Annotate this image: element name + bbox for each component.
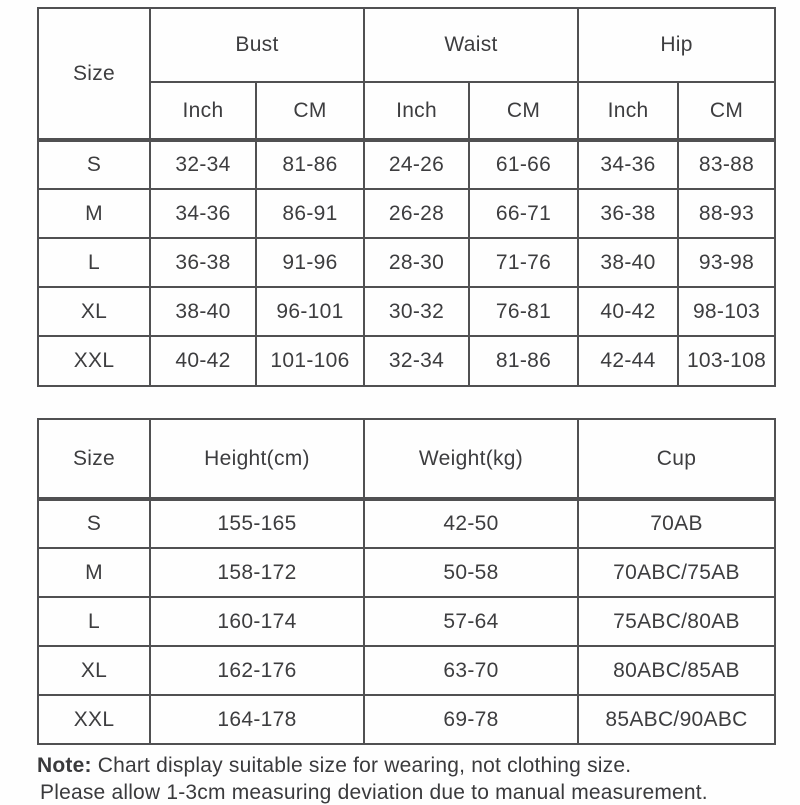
table-cell: 38-40	[150, 287, 256, 336]
size-label: M	[38, 189, 150, 238]
table-row-xxl	[38, 695, 775, 744]
weight-header: Weight(kg)	[364, 419, 578, 499]
table-cell: 86-91	[256, 189, 364, 238]
waist-inch-header: Inch	[364, 82, 469, 140]
table-cell: 162-176	[150, 646, 364, 695]
hip-inch-header: Inch	[578, 82, 678, 140]
note-line-2: Please allow 1-3cm measuring deviation due to manual measurement.	[40, 781, 708, 804]
table-cell: 61-66	[469, 140, 578, 189]
table-cell: 38-40	[578, 238, 678, 287]
table-cell: 81-86	[256, 140, 364, 189]
table-cell: 155-165	[150, 499, 364, 548]
size-label: S	[38, 140, 150, 189]
table-cell: 101-106	[256, 336, 364, 386]
hip-group-header: Hip	[578, 8, 775, 82]
bust-cm-header: CM	[256, 82, 364, 140]
table-cell: 88-93	[678, 189, 775, 238]
table-cell: 26-28	[364, 189, 469, 238]
table-cell: 32-34	[150, 140, 256, 189]
table-cell: 80ABC/85AB	[578, 646, 775, 695]
size-header: Size	[38, 419, 150, 499]
table-cell: 83-88	[678, 140, 775, 189]
size-label: XXL	[38, 695, 150, 744]
table-cell: 160-174	[150, 597, 364, 646]
group-header-row	[38, 8, 775, 82]
table-cell: 36-38	[578, 189, 678, 238]
table-cell: 69-78	[364, 695, 578, 744]
table-cell: 96-101	[256, 287, 364, 336]
table-row-xl	[38, 287, 775, 336]
size-label: L	[38, 238, 150, 287]
bust-inch-header: Inch	[150, 82, 256, 140]
table-cell: 40-42	[150, 336, 256, 386]
table-cell: 75ABC/80AB	[578, 597, 775, 646]
size-label: XL	[38, 287, 150, 336]
table-row-m	[38, 548, 775, 597]
table-cell: 93-98	[678, 238, 775, 287]
table-row-m	[38, 189, 775, 238]
table-cell: 71-76	[469, 238, 578, 287]
note-label: Note:	[37, 754, 92, 777]
table-cell: 98-103	[678, 287, 775, 336]
size-corner-header: Size	[38, 8, 150, 140]
table-cell: 81-86	[469, 336, 578, 386]
size-label: S	[38, 499, 150, 548]
table-cell: 63-70	[364, 646, 578, 695]
size-label: XXL	[38, 336, 150, 386]
table-row-s	[38, 499, 775, 548]
table-row-l	[38, 238, 775, 287]
bust-group-header: Bust	[150, 8, 364, 82]
body-measurement-table	[37, 7, 776, 387]
waist-group-header: Waist	[364, 8, 578, 82]
table-cell: 50-58	[364, 548, 578, 597]
table-cell: 91-96	[256, 238, 364, 287]
height-weight-cup-table	[37, 418, 776, 745]
height-header: Height(cm)	[150, 419, 364, 499]
hip-cm-header: CM	[678, 82, 775, 140]
table-cell: 76-81	[469, 287, 578, 336]
size-label: L	[38, 597, 150, 646]
table-cell: 66-71	[469, 189, 578, 238]
table-cell: 103-108	[678, 336, 775, 386]
table-row-xl	[38, 646, 775, 695]
note-line-1	[37, 754, 631, 778]
header-row	[38, 419, 775, 499]
table-row-s	[38, 140, 775, 189]
table-cell: 34-36	[150, 189, 256, 238]
table-cell: 30-32	[364, 287, 469, 336]
size-label: M	[38, 548, 150, 597]
table-cell: 164-178	[150, 695, 364, 744]
waist-cm-header: CM	[469, 82, 578, 140]
table-cell: 158-172	[150, 548, 364, 597]
table-cell: 28-30	[364, 238, 469, 287]
table-cell: 70AB	[578, 499, 775, 548]
table-cell: 40-42	[578, 287, 678, 336]
table-cell: 32-34	[364, 336, 469, 386]
table-cell: 70ABC/75AB	[578, 548, 775, 597]
table-cell: 24-26	[364, 140, 469, 189]
table-cell: 42-50	[364, 499, 578, 548]
note-text: Chart display suitable size for wearing, not clothing size.	[97, 754, 632, 777]
table-cell: 85ABC/90ABC	[578, 695, 775, 744]
cup-header: Cup	[578, 419, 775, 499]
table-row-l	[38, 597, 775, 646]
table-cell: 36-38	[150, 238, 256, 287]
table-cell: 57-64	[364, 597, 578, 646]
table-cell: 42-44	[578, 336, 678, 386]
size-label: XL	[38, 646, 150, 695]
table-cell: 34-36	[578, 140, 678, 189]
table-row-xxl	[38, 336, 775, 386]
